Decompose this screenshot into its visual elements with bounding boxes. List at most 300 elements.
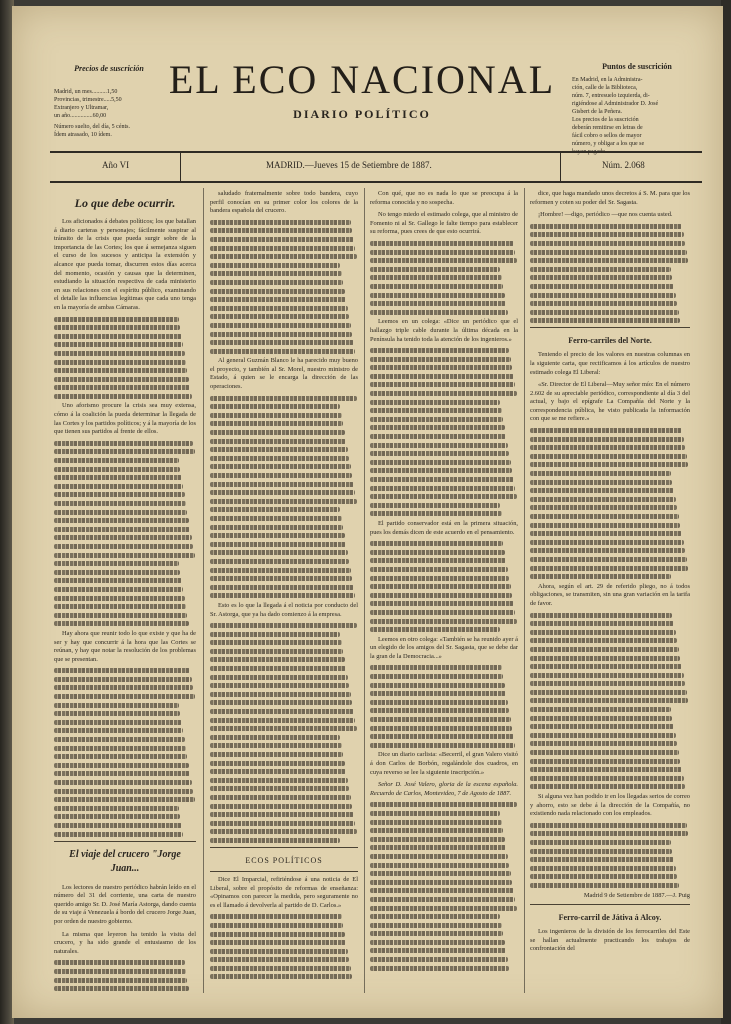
text-line <box>54 613 187 618</box>
text-line <box>54 377 189 382</box>
text-line <box>210 804 352 809</box>
article-paragraph: saludado fraternalmente sobre todo bandera, cuyo perfil conocían en su primer color los colores de la bandera española del crucero. <box>210 190 358 215</box>
text-line <box>530 750 679 755</box>
article-paragraph: «Sr. Director de El Liberal—Muy señor mío: En el número 2.602 de su apreciable periódico, correspondiente al día 3 del actual, y bajo el epígrafe La Compañía del Norte y la correspondencia pública, he visto publicada la información con que se me refiere.» <box>530 381 690 423</box>
text-line <box>54 969 186 974</box>
text-line <box>54 561 179 566</box>
text-line <box>370 837 505 842</box>
article-paragraph: Esto es lo que la llegada á el noticia por conducto del Sr. Astorga, que ya ha dado comienzo á la empresa. <box>210 601 358 618</box>
text-line <box>210 709 354 714</box>
section-title: Ferro-carril de Játiva á Alcoy. <box>558 913 662 923</box>
text-line <box>530 857 674 862</box>
section-rule <box>210 871 358 872</box>
text-block <box>210 914 358 979</box>
text-line <box>54 360 186 365</box>
points-line: Gisbert de la Peñera. <box>572 109 622 115</box>
text-line <box>530 874 677 879</box>
text-line <box>370 258 517 263</box>
letter-inscription: Señor D. José Valero, gloria de la escena española. Recuerdo de Carlos, Montevideo, 7 de Agosto de 1887. <box>370 781 518 797</box>
text-line <box>530 437 684 442</box>
text-line <box>370 434 506 439</box>
text-line <box>210 533 345 538</box>
text-line <box>210 473 352 478</box>
text-line <box>370 443 508 448</box>
article-paragraph: Los ingenieros de la división de los ferrocarriles del Este se hallan actualmente practicando los trabajos de confrontación del <box>530 928 690 953</box>
text-line <box>210 246 355 251</box>
text-line <box>210 525 343 530</box>
text-line <box>54 510 187 515</box>
text-line <box>210 349 355 354</box>
column-divider <box>203 188 204 993</box>
text-line <box>530 759 680 764</box>
text-line <box>530 540 684 545</box>
article-paragraph: Teniendo el precio de los valores en nuestras columnas en la siguiente carta, que rectificamos á los artículos de nuestro estimado colega El Liberal: <box>530 351 690 376</box>
text-line <box>54 458 179 463</box>
text-line <box>54 484 183 489</box>
text-line <box>210 795 351 800</box>
text-line <box>210 675 348 680</box>
text-line <box>210 464 351 469</box>
text-line <box>370 700 508 705</box>
text-line <box>530 445 685 450</box>
text-line <box>370 425 505 430</box>
text-line <box>530 840 671 845</box>
text-line <box>530 698 688 703</box>
article-paragraph: Ahora, según el art. 29 de referido pliego, no á todos obligaciones, se transmiten, sin una gran variación en la tarifa de favor. <box>530 582 690 607</box>
section-rule <box>530 327 690 328</box>
text-line <box>370 708 509 713</box>
text-block <box>530 613 690 790</box>
text-line <box>210 632 340 637</box>
text-line <box>54 535 192 540</box>
text-line <box>210 666 346 671</box>
text-line <box>530 471 671 476</box>
text-line <box>370 802 517 807</box>
text-line <box>530 724 674 729</box>
text-line <box>210 829 357 834</box>
dateline-divider <box>180 153 181 181</box>
text-line <box>370 275 502 280</box>
text-block <box>530 823 690 888</box>
text-line <box>370 241 514 246</box>
article-paragraph: Dice El Imparcial, refiriéndose á una noticia de El Liberal, sobre el propósito de reformas de enseñanza: «Opinamos con parecer la medida, pero seguramente no es el llamado á devolverla al partido de D. Carlos.» <box>210 875 358 909</box>
text-line <box>370 494 517 499</box>
points-line: núm. 7, entresuelo izquierda, di- <box>572 93 650 99</box>
text-line <box>210 490 355 495</box>
text-line <box>54 385 190 390</box>
text-block <box>210 623 358 843</box>
text-line <box>210 974 352 979</box>
text-line <box>370 601 514 606</box>
article-paragraph: Los aficionados á debates políticos; los que batallan á diario carteras y personajes; fácilmente suspirar al tránsito de la crisis que pueda surgir sobre de la importancia de las Cortes; los que á semejanza siguen el curso de los sucesos y anticipa la extensión y alcance que pueda tomar, discurren estos días acerca del momento, ocasión y causas que la determinen, estudiando la situación respectiva de cada ministerio en sus relaciones con el espíritu público, examinando el detalle las influencias legítimas que cada uno tenga en la mayoría de ambas Cámaras. <box>54 218 196 311</box>
text-line <box>210 340 354 345</box>
text-line <box>530 849 672 854</box>
text-line <box>210 404 340 409</box>
text-line <box>210 396 357 401</box>
text-line <box>210 271 342 276</box>
text-line <box>210 482 354 487</box>
text-line <box>54 780 192 785</box>
text-line <box>210 914 342 919</box>
article-paragraph: Los lectores de nuestro periódico habrán leído en el número del 31 del corriente, una carta de nuestro querido amigo Sr. D. José María Astorga, dando cuenta de su viaje á Venezuela á bordo del crucero Jorge Juan, por orden de nuestro gobierno. <box>54 883 196 925</box>
text-line <box>370 293 505 298</box>
text-block <box>530 224 690 324</box>
text-line <box>530 673 684 678</box>
text-line <box>530 574 671 579</box>
text-line <box>54 737 185 742</box>
article-paragraph: ¡Hombre! —digo, periódico —que nos cuenta usted. <box>538 211 673 219</box>
text-line <box>210 507 340 512</box>
text-line <box>370 451 509 456</box>
text-line <box>370 923 502 928</box>
text-line <box>210 542 346 547</box>
text-line <box>530 267 671 272</box>
text-line <box>370 743 515 748</box>
text-line <box>370 391 517 396</box>
subscription-prices-box <box>54 64 164 139</box>
text-line <box>54 518 189 523</box>
text-line <box>530 767 682 772</box>
text-line <box>54 746 186 751</box>
text-line <box>530 523 680 528</box>
text-line <box>370 593 512 598</box>
text-line <box>530 232 684 237</box>
text-line <box>210 413 342 418</box>
masthead-rule-top <box>50 151 702 153</box>
text-line <box>370 820 502 825</box>
text-line <box>370 734 514 739</box>
text-line <box>370 854 508 859</box>
text-line <box>530 566 688 571</box>
text-line <box>54 703 179 708</box>
text-line <box>210 949 348 954</box>
text-line <box>54 351 185 356</box>
article-headline: Lo que debe ocurrir. <box>74 196 176 210</box>
text-line <box>210 657 345 662</box>
text-line <box>370 914 500 919</box>
text-line <box>530 664 682 669</box>
text-line <box>370 348 509 353</box>
text-line <box>370 550 505 555</box>
text-line <box>370 811 500 816</box>
text-block <box>54 441 196 626</box>
text-line <box>54 677 192 682</box>
text-line <box>54 754 187 759</box>
text-line <box>530 638 677 643</box>
text-line <box>54 621 189 626</box>
text-line <box>210 585 354 590</box>
text-line <box>370 674 503 679</box>
text-line <box>530 462 688 467</box>
text-line <box>370 584 511 589</box>
text-line <box>370 957 508 962</box>
text-line <box>530 497 676 502</box>
text-line <box>54 467 180 472</box>
text-line <box>54 694 195 699</box>
text-line <box>54 832 183 837</box>
text-line <box>54 806 179 811</box>
text-line <box>530 690 687 695</box>
text-line <box>530 716 672 721</box>
text-block <box>370 665 518 747</box>
text-line <box>530 741 677 746</box>
price-line: Ídem atrasado, 10 ídem. <box>54 132 112 138</box>
text-line <box>210 743 342 748</box>
text-line <box>210 421 343 426</box>
text-line <box>530 557 687 562</box>
column-2 <box>210 190 358 995</box>
text-line <box>54 986 189 991</box>
dateline-divider <box>560 153 561 181</box>
prices-title: Precios de suscrición <box>74 64 144 73</box>
text-line <box>210 237 354 242</box>
column-1 <box>54 190 196 995</box>
text-line <box>370 477 514 482</box>
text-line <box>370 468 512 473</box>
text-line <box>210 516 342 521</box>
text-line <box>54 596 185 601</box>
section-rule <box>210 847 358 848</box>
article-paragraph: Dice un diario carlista: «Becerril, el gran Valero visitó á don Carlos de Borbón, regalándole dos cuadros, en cuya reverso se lee la siguiente inscripción.» <box>370 751 518 776</box>
article-paragraph: No tengo miedo el estimado colega, que al ministro de Fomento ni al Sr. Gallego le falte tiempo para establecer su reforma, pues crees de que esto ocurrirá. <box>370 211 518 236</box>
article-paragraph: Si alguna vez han podido ir en los llegadas serios de correo y ahorro, esto se debe á la dirección de la Compañía, no existiendo nada relacionado con los empleados. <box>530 793 690 818</box>
article-paragraph: Leemos en un colega: «Dice un periódico que el hallazgo triple cable durante la última década en la Península ha tenido toda la atención de los ingenieros.» <box>370 318 518 343</box>
text-line <box>54 334 182 339</box>
text-line <box>54 763 189 768</box>
text-line <box>210 323 351 328</box>
text-line <box>210 700 352 705</box>
text-line <box>370 717 511 722</box>
text-line <box>54 553 195 558</box>
text-line <box>210 838 340 843</box>
text-line <box>530 318 680 323</box>
text-line <box>370 871 511 876</box>
signature-line: Madrid 9 de Setiembre de 1887.—J. Puig <box>583 891 690 899</box>
text-line <box>530 531 682 536</box>
text-line <box>54 342 183 347</box>
points-line: Los precios de la suscrición <box>572 117 639 123</box>
text-line <box>54 978 187 983</box>
text-line <box>530 784 685 789</box>
text-block <box>54 668 196 836</box>
text-line <box>370 310 508 315</box>
subscription-points-box <box>572 62 702 156</box>
points-line: número, y obligar a los que se <box>572 141 645 147</box>
text-line <box>370 284 503 289</box>
text-line <box>210 966 351 971</box>
price-line: Provincias, trimestre.....5,50 <box>54 97 122 103</box>
text-line <box>54 587 183 592</box>
article-rule <box>54 841 196 842</box>
newspaper-title: EL ECO NACIONAL <box>168 57 556 102</box>
text-line <box>210 821 355 826</box>
text-line <box>54 720 182 725</box>
text-line <box>370 627 500 632</box>
text-line <box>54 814 180 819</box>
text-line <box>54 960 185 965</box>
text-line <box>210 280 343 285</box>
text-line <box>54 823 182 828</box>
text-line <box>530 428 682 433</box>
text-block <box>370 802 518 970</box>
text-line <box>210 499 357 504</box>
text-line <box>530 621 674 626</box>
section-rule <box>530 904 690 905</box>
text-line <box>210 306 348 311</box>
text-line <box>370 845 506 850</box>
text-line <box>54 325 180 330</box>
text-line <box>210 456 349 461</box>
article-paragraph: dice, que haga mandado unos decretos á S. M. para que los reformen y coten su poder del Sr. Sagasta. <box>530 190 690 206</box>
text-line <box>210 559 349 564</box>
text-line <box>370 906 517 911</box>
text-line <box>370 250 515 255</box>
text-line <box>370 511 502 516</box>
text-line <box>370 691 506 696</box>
text-line <box>370 931 503 936</box>
text-line <box>370 576 509 581</box>
text-line <box>210 297 346 302</box>
text-line <box>54 728 183 733</box>
price-line: Número suelto, del día, 5 cénts. <box>54 124 130 130</box>
text-line <box>530 301 677 306</box>
text-line <box>370 880 512 885</box>
text-line <box>210 812 354 817</box>
text-line <box>370 382 515 387</box>
text-line <box>530 488 674 493</box>
text-line <box>530 656 680 661</box>
article-paragraph: Hay ahora que reunir todo lo que existe y que ha de ser y hay que concurrir á la hora que las Cortes se reúnan, y hay que notar la resolución de los problemas que se presentan. <box>54 629 196 663</box>
text-line <box>370 610 515 615</box>
text-line <box>210 623 357 628</box>
article-paragraph: Leemos en otro colega: «También se ha reunido ayer á un elegido de los amigos del Sr. Sagasta, que se debe dar la gran de la Democracia...» <box>370 635 518 660</box>
text-line <box>370 863 509 868</box>
text-line <box>210 752 343 757</box>
text-line <box>530 310 679 315</box>
text-line <box>370 301 506 306</box>
column-3 <box>370 190 518 995</box>
text-line <box>210 550 348 555</box>
text-line <box>210 568 351 573</box>
text-line <box>210 683 349 688</box>
text-line <box>530 823 687 828</box>
text-line <box>370 374 514 379</box>
column-divider <box>524 188 525 993</box>
text-line <box>370 940 505 945</box>
text-line <box>370 357 511 362</box>
text-line <box>210 220 351 225</box>
article-paragraph: La misma que leyeron ha tenido la visita del crucero, y ha sido grande el entusiasmo de los naturales. <box>54 930 196 955</box>
text-line <box>530 275 672 280</box>
text-line <box>530 454 687 459</box>
article-paragraph: Al general Guzmán Blanco le ha parecido muy bueno el proyecto, y también al Sr. Morel, nuestro ministro de Estado, á quien se le encarga la dirección de las operaciones. <box>210 357 358 391</box>
text-line <box>210 769 346 774</box>
points-line: fácil cobro o sellos de mayor <box>572 133 642 139</box>
text-line <box>370 408 502 413</box>
text-line <box>210 430 345 435</box>
text-line <box>370 503 500 508</box>
text-line <box>54 570 180 575</box>
text-line <box>210 314 349 319</box>
text-line <box>370 541 503 546</box>
text-line <box>210 718 355 723</box>
text-line <box>210 332 352 337</box>
text-line <box>370 267 500 272</box>
text-line <box>530 831 688 836</box>
year-label: Año VI <box>102 160 130 170</box>
text-line <box>530 293 676 298</box>
article-paragraph: Uno aforismo procure la crisis sea muy extensa, cómo á la coalición la pueda determinar la llegada de las Cortes y los partidos políticos; y á la mayoría de los que tienen sus partidos al frente de ellos. <box>54 402 196 436</box>
text-line <box>530 883 679 888</box>
points-line: En Madrid, en la Administra- <box>572 77 643 83</box>
text-line <box>54 685 193 690</box>
masthead-rule-bottom <box>50 181 702 183</box>
text-line <box>54 789 193 794</box>
text-line <box>370 966 509 971</box>
section-title: Ferro-carriles del Norte. <box>568 336 652 346</box>
text-line <box>210 735 340 740</box>
article-paragraph: El partido conservador está en la primera situación, pues los demás dicen de este acuerdo en el pensamiento. <box>370 519 518 536</box>
text-line <box>530 258 688 263</box>
text-line <box>54 368 187 373</box>
text-line <box>530 241 685 246</box>
points-line: deberán remitirse en letras de <box>572 125 643 131</box>
text-line <box>210 923 343 928</box>
text-line <box>54 578 182 583</box>
text-line <box>210 593 355 598</box>
text-line <box>370 726 512 731</box>
text-block <box>210 396 358 599</box>
text-block <box>370 241 518 315</box>
text-line <box>530 733 676 738</box>
column-4 <box>530 190 690 995</box>
text-line <box>530 707 671 712</box>
text-line <box>210 692 351 697</box>
text-line <box>54 544 193 549</box>
text-line <box>530 480 672 485</box>
text-line <box>210 940 346 945</box>
text-line <box>210 786 349 791</box>
points-line: ción, calle de la Biblioteca, <box>572 85 638 91</box>
text-line <box>370 619 517 624</box>
text-line <box>210 957 349 962</box>
text-line <box>370 365 512 370</box>
text-block <box>54 317 196 399</box>
text-line <box>210 228 352 233</box>
text-line <box>530 250 687 255</box>
text-line <box>54 771 190 776</box>
text-line <box>54 475 182 480</box>
text-line <box>530 284 674 289</box>
text-line <box>210 640 342 645</box>
text-line <box>530 776 684 781</box>
text-line <box>54 711 180 716</box>
text-line <box>210 778 348 783</box>
text-line <box>530 866 676 871</box>
text-line <box>210 649 343 654</box>
text-line <box>210 289 345 294</box>
text-line <box>54 394 192 399</box>
text-line <box>370 558 506 563</box>
text-line <box>370 888 514 893</box>
text-line <box>54 317 179 322</box>
text-line <box>54 668 190 673</box>
text-line <box>210 726 357 731</box>
text-line <box>210 576 352 581</box>
text-line <box>370 400 500 405</box>
text-line <box>370 417 503 422</box>
text-line <box>210 447 348 452</box>
